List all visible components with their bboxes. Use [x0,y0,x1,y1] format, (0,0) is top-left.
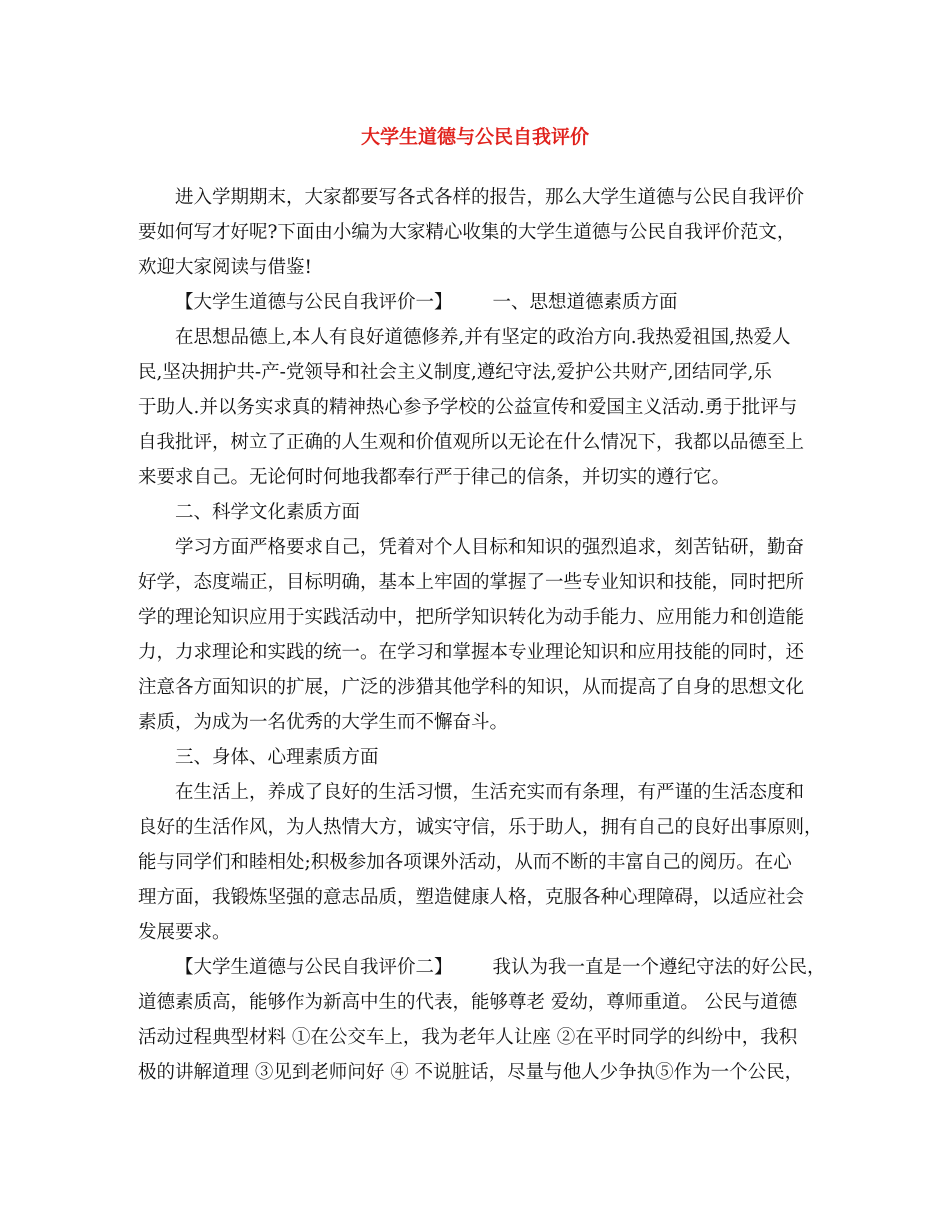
text-line: 学习方面严格要求自己，凭着对个人目标和知识的强烈追求，刻苦钻研，勤奋 [175,537,805,558]
text-line: 要如何写才好呢?下面由小编为大家精心收集的大学生道德与公民自我评价范文， [138,222,796,243]
text-line: 素质，为成为一名优秀的大学生而不懈奋斗。 [138,712,509,733]
text-fragment: 我认为我一直是一个遵纪守法的好公民， [492,957,826,978]
subsection-heading: 三、身体、心理素质方面 [175,747,379,768]
text-line: 良好的生活作风，为人热情大方，诚实守信，乐于助人，拥有自己的良好出事原则， [138,817,823,838]
text-line: 在思想品德上,本人有良好道德修养,并有坚定的政治方向.我热爱祖国,热爱人 [175,327,791,348]
text-line: 学的理论知识应用于实践活动中，把所学知识转化为动手能力、应用能力和创造能 [138,607,805,628]
text-line: 民,坚决拥护共-产-党领导和社会主义制度,遵纪守法,爱护公共财产,团结同学,乐 [138,362,772,383]
text-line: 进入学期期末，大家都要写各式各样的报告，那么大学生道德与公民自我评价 [175,187,805,208]
text-line: 好学，态度端正，目标明确，基本上牢固的掌握了一些专业知识和技能，同时把所 [138,572,805,593]
text-line: 自我批评，树立了正确的人生观和价值观所以无论在什么情况下，我都以品德至上 [138,432,805,453]
document-body [138,180,826,1090]
document-title: 大学生道德与公民自我评价 [360,126,589,148]
text-line: 能与同学们和睦相处;积极参加各项课外活动，从而不断的丰富自己的阅历。在心 [138,852,792,873]
text-line: 活动过程典型材料 ①在公交车上，我为老年人让座 ②在平时同学的纠纷中，我积 [138,1027,798,1048]
text-line: 道德素质高，能够作为新高中生的代表，能够尊老 爱幼，尊师重道。 公民与道德 [138,992,798,1013]
text-line: 力，力求理论和实践的统一。在学习和掌握本专业理论知识和应用技能的同时，还 [138,642,805,663]
subsection-heading: 一、思想道德素质方面 [492,292,678,313]
subsection-heading: 二、科学文化素质方面 [175,502,361,523]
text-line: 注意各方面知识的扩展，广泛的涉猎其他学科的知识，从而提高了自身的思想文化 [138,677,805,698]
text-line: 欢迎大家阅读与借鉴! [138,257,312,278]
section-heading-two: 【大学生道德与公民自我评价二】 [175,957,453,978]
text-line: 来要求自己。无论何时何地我都奉行严于律己的信条，并切实的遵行它。 [138,467,731,488]
text-line: 理方面，我锻炼坚强的意志品质，塑造健康人格，克服各种心理障碍，以适应社会 [138,887,805,908]
section-heading-one: 【大学生道德与公民自我评价一】 [175,292,453,313]
text-line [138,950,826,985]
text-line: 于助人.并以务实求真的精神热心参予学校的公益宣传和爱国主义活动.勇于批评与 [138,397,798,418]
text-line [138,285,818,320]
text-line: 在生活上，养成了良好的生活习惯，生活充实而有条理，有严谨的生活态度和 [175,782,805,803]
text-line: 发展要求。 [138,922,231,943]
text-line: 极的讲解道理 ③见到老师问好 ④ 不说脏话，尽量与他人少争执⑤作为一个公民， [138,1062,804,1083]
